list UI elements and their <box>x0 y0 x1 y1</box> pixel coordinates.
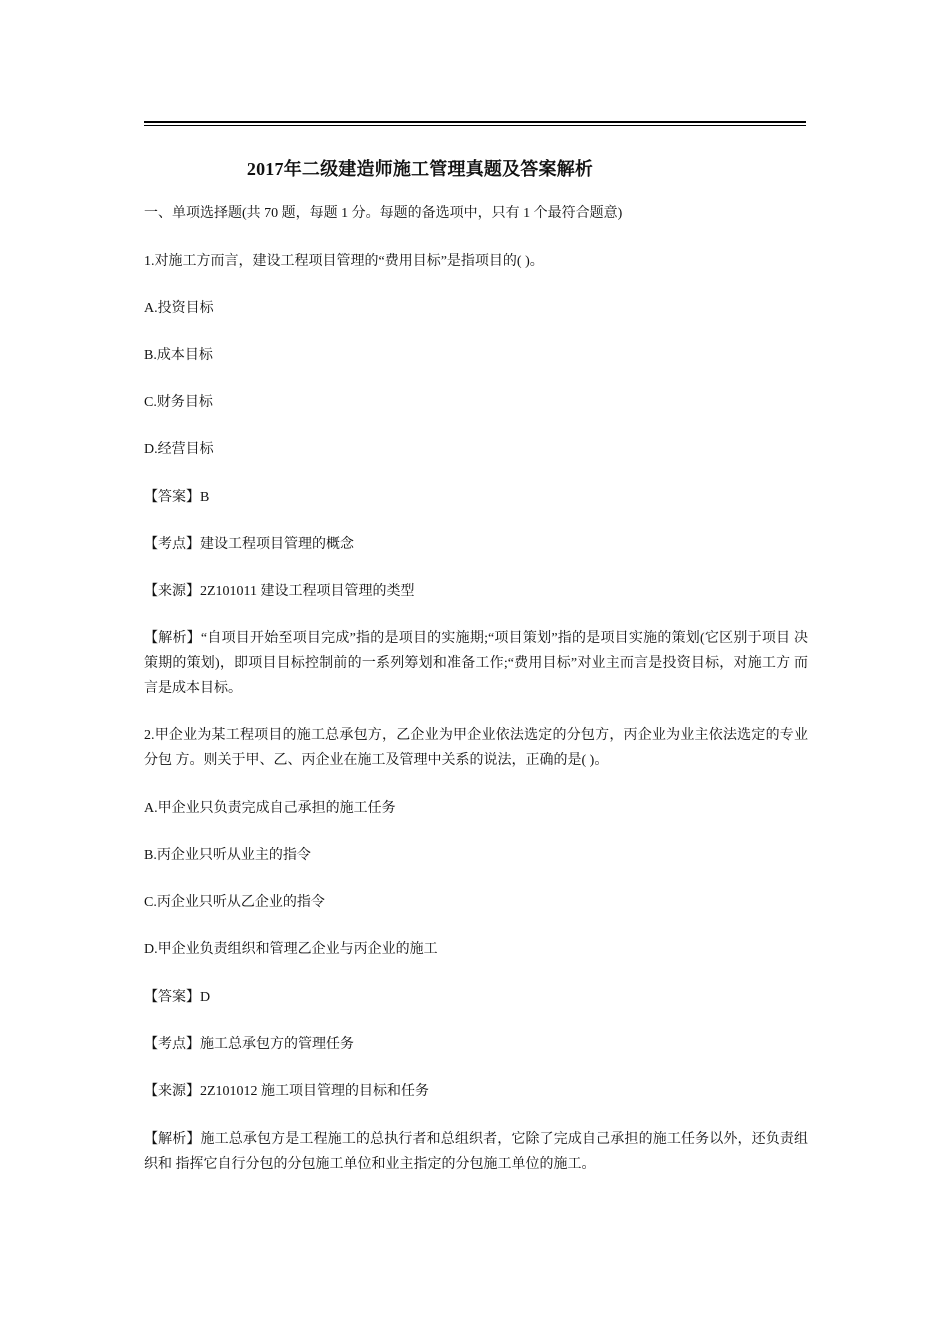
question-1-analysis: 【解析】“自项目开始至项目完成”指的是项目的实施期;“项目策划”指的是项目实施的策划(它区别于项目 决策期的策划)，即项目目标控制前的一系列筹划和准备工作;“费用目标”对业主而言是投资目标，对施工方 而言是成本目标。 <box>144 631 808 696</box>
question-1-source: 【来源】2Z101011 建设工程项目管理的类型 <box>144 584 415 599</box>
question-2-option-b: B.丙企业只听从业主的指令 <box>144 848 311 863</box>
header-rule-thin <box>144 125 806 126</box>
question-1-option-d: D.经营目标 <box>144 442 214 457</box>
question-2-option-d: D.甲企业负责组织和管理乙企业与丙企业的施工 <box>144 942 438 957</box>
question-1-option-a: A.投资目标 <box>144 301 214 316</box>
question-2-stem: 2.甲企业为某工程项目的施工总承包方，乙企业为甲企业依法选定的分包方，丙企业为业主依法选定的专业分包 方。则关于甲、乙、丙企业在施工及管理中关系的说法，正确的是( )。 <box>144 728 808 768</box>
question-1-answer: 【答案】B <box>144 490 210 505</box>
question-1-topic: 【考点】建设工程项目管理的概念 <box>144 537 354 552</box>
header-rule-thick <box>144 121 806 123</box>
question-2-topic: 【考点】施工总承包方的管理任务 <box>144 1037 354 1052</box>
question-2-source: 【来源】2Z101012 施工项目管理的目标和任务 <box>144 1084 430 1099</box>
question-2-option-a: A.甲企业只负责完成自己承担的施工任务 <box>144 801 396 816</box>
question-1-option-b: B.成本目标 <box>144 348 213 363</box>
question-1-option-c: C.财务目标 <box>144 395 213 410</box>
question-2-option-c: C.丙企业只听从乙企业的指令 <box>144 895 325 910</box>
question-2-answer: 【答案】D <box>144 990 211 1005</box>
question-2-analysis: 【解析】施工总承包方是工程施工的总执行者和总组织者，它除了完成自己承担的施工任务以外，还负责组织和 指挥它自行分包的分包施工单位和业主指定的分包施工单位的施工。 <box>144 1132 808 1172</box>
document-title: 2017年二级建造师施工管理真题及答案解析 <box>246 159 594 179</box>
question-1-stem: 1.对施工方而言，建设工程项目管理的“费用目标”是指项目的( )。 <box>144 254 544 269</box>
section-heading: 一、单项选择题(共 70 题，每题 1 分。每题的备选项中，只有 1 个最符合题意) <box>144 206 623 221</box>
